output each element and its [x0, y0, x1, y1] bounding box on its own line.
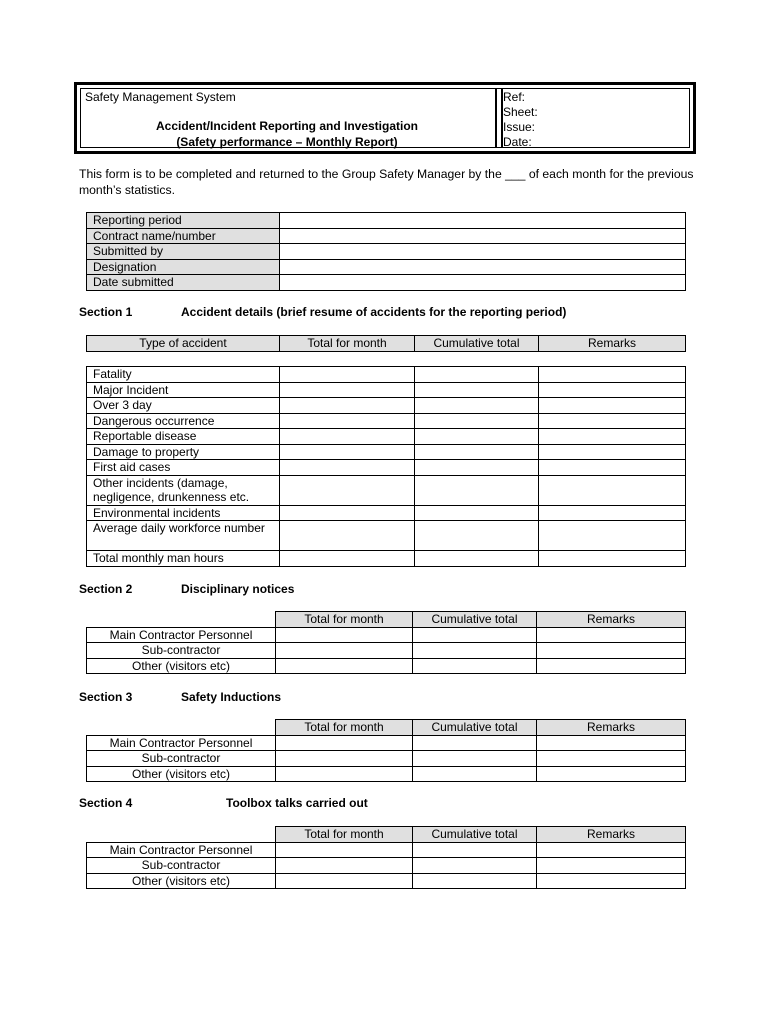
section-3-number: Section 3 — [79, 690, 133, 704]
column-header: Cumulative total — [413, 720, 537, 736]
remarks-cell[interactable] — [537, 873, 686, 889]
table-row — [87, 213, 686, 229]
table-row — [87, 367, 686, 383]
column-header: Type of accident — [87, 336, 280, 352]
cumulative-cell[interactable] — [415, 398, 539, 414]
remarks-cell[interactable] — [539, 551, 686, 567]
row-label: Other (visitors etc) — [87, 873, 276, 889]
remarks-cell[interactable] — [537, 858, 686, 874]
toolbox-table — [86, 826, 686, 889]
accident-type: Dangerous occurrence — [87, 413, 280, 429]
table-row — [87, 398, 686, 414]
cumulative-cell[interactable] — [415, 444, 539, 460]
table-row — [87, 751, 686, 767]
total-cell[interactable] — [280, 367, 415, 383]
row-label: Sub-contractor — [87, 858, 276, 874]
section-2-title: Disciplinary notices — [181, 582, 295, 596]
remarks-cell[interactable] — [537, 735, 686, 751]
section-2-number: Section 2 — [79, 582, 133, 596]
blank-header-cell — [87, 612, 276, 628]
date-label: Date: — [503, 135, 532, 149]
table-row — [87, 858, 686, 874]
table-row — [87, 521, 686, 551]
cumulative-cell[interactable] — [413, 643, 537, 659]
column-header: Total for month — [276, 827, 413, 843]
cumulative-cell[interactable] — [415, 367, 539, 383]
section-1-number: Section 1 — [79, 305, 133, 319]
total-cell[interactable] — [280, 429, 415, 445]
form-subtitle: (Safety performance – Monthly Report) — [176, 135, 398, 149]
accident-type: Major Incident — [87, 382, 280, 398]
section-1-title: Accident details (brief resume of accidents for the reporting period) — [181, 305, 567, 319]
cumulative-cell[interactable] — [415, 505, 539, 521]
remarks-cell[interactable] — [539, 382, 686, 398]
total-cell[interactable] — [276, 751, 413, 767]
remarks-cell[interactable] — [539, 521, 686, 551]
inductions-table — [86, 719, 686, 782]
form-title: Accident/Incident Reporting and Investigation — [155, 119, 419, 133]
row-label: Other (visitors etc) — [87, 658, 276, 674]
cumulative-cell[interactable] — [415, 551, 539, 567]
table-row — [87, 735, 686, 751]
total-cell[interactable] — [276, 658, 413, 674]
total-cell[interactable] — [280, 505, 415, 521]
accident-type: Other incidents (damage, negligence, drunkenness etc. — [87, 475, 280, 505]
row-label: Other (visitors etc) — [87, 766, 276, 782]
detail-value-cell[interactable] — [280, 244, 686, 260]
table-row — [87, 259, 686, 275]
cumulative-cell[interactable] — [415, 429, 539, 445]
column-header: Remarks — [537, 720, 686, 736]
table-row — [87, 275, 686, 291]
column-header: Remarks — [537, 612, 686, 628]
remarks-cell[interactable] — [537, 842, 686, 858]
section-3-title: Safety Inductions — [181, 690, 282, 704]
accident-type: First aid cases — [87, 460, 280, 476]
ref-label: Ref: — [503, 90, 526, 104]
column-header: Total for month — [280, 336, 415, 352]
accident-type: Total monthly man hours — [87, 551, 280, 567]
row-label: Main Contractor Personnel — [87, 842, 276, 858]
table-row — [87, 505, 686, 521]
total-cell[interactable] — [276, 858, 413, 874]
table-row — [87, 627, 686, 643]
cumulative-cell[interactable] — [415, 413, 539, 429]
table-row — [87, 444, 686, 460]
table-row — [87, 228, 686, 244]
table-row — [87, 475, 686, 505]
column-header: Remarks — [539, 336, 686, 352]
accident-type: Average daily workforce number — [87, 521, 280, 551]
detail-value-cell[interactable] — [280, 213, 686, 229]
cumulative-cell[interactable] — [413, 627, 537, 643]
blank-header-cell — [87, 827, 276, 843]
cumulative-cell[interactable] — [415, 382, 539, 398]
remarks-cell[interactable] — [539, 367, 686, 383]
total-cell[interactable] — [276, 643, 413, 659]
table-row — [87, 766, 686, 782]
table-header-row — [87, 720, 686, 736]
total-cell[interactable] — [276, 842, 413, 858]
total-cell[interactable] — [276, 735, 413, 751]
remarks-cell[interactable] — [539, 475, 686, 505]
total-cell[interactable] — [276, 627, 413, 643]
issue-label: Issue: — [503, 120, 536, 134]
column-header: Total for month — [276, 612, 413, 628]
remarks-cell[interactable] — [537, 643, 686, 659]
column-header: Cumulative total — [413, 612, 537, 628]
table-row — [87, 551, 686, 567]
remarks-cell[interactable] — [539, 505, 686, 521]
detail-label: Designation — [87, 259, 280, 275]
cumulative-cell[interactable] — [413, 751, 537, 767]
table-header-row — [87, 612, 686, 628]
remarks-cell[interactable] — [539, 429, 686, 445]
remarks-cell[interactable] — [539, 460, 686, 476]
column-header: Total for month — [276, 720, 413, 736]
row-label: Sub-contractor — [87, 643, 276, 659]
cumulative-cell[interactable] — [413, 873, 537, 889]
detail-label: Submitted by — [87, 244, 280, 260]
row-label: Main Contractor Personnel — [87, 627, 276, 643]
total-cell[interactable] — [280, 382, 415, 398]
section-1-header-table — [86, 335, 686, 352]
table-row — [87, 658, 686, 674]
details-table — [86, 212, 686, 291]
cumulative-cell[interactable] — [415, 475, 539, 505]
remarks-cell[interactable] — [537, 751, 686, 767]
table-row — [87, 244, 686, 260]
accident-type: Damage to property — [87, 444, 280, 460]
row-label: Sub-contractor — [87, 751, 276, 767]
cumulative-cell[interactable] — [413, 858, 537, 874]
total-cell[interactable] — [276, 766, 413, 782]
total-cell[interactable] — [280, 398, 415, 414]
header-box — [74, 82, 696, 154]
detail-label: Date submitted — [87, 275, 280, 291]
accident-type: Over 3 day — [87, 398, 280, 414]
table-row — [87, 413, 686, 429]
remarks-cell[interactable] — [539, 398, 686, 414]
total-cell[interactable] — [276, 873, 413, 889]
accident-type: Fatality — [87, 367, 280, 383]
table-row — [87, 842, 686, 858]
total-cell[interactable] — [280, 413, 415, 429]
total-cell[interactable] — [280, 460, 415, 476]
cumulative-cell[interactable] — [415, 460, 539, 476]
remarks-cell[interactable] — [537, 766, 686, 782]
sheet-label: Sheet: — [503, 105, 538, 119]
table-row — [87, 382, 686, 398]
remarks-cell[interactable] — [539, 444, 686, 460]
table-row — [87, 873, 686, 889]
cumulative-cell[interactable] — [413, 735, 537, 751]
table-row — [87, 460, 686, 476]
cumulative-cell[interactable] — [415, 521, 539, 551]
remarks-cell[interactable] — [539, 413, 686, 429]
accident-type: Reportable disease — [87, 429, 280, 445]
detail-value-cell[interactable] — [280, 228, 686, 244]
table-row — [87, 429, 686, 445]
header-inner — [80, 88, 690, 148]
table-header-row — [87, 827, 686, 843]
intro-text: This form is to be completed and returned to the Group Safety Manager by the ___ of each month for the previous month’s statistics. — [79, 167, 694, 197]
total-cell[interactable] — [280, 551, 415, 567]
row-label: Main Contractor Personnel — [87, 735, 276, 751]
total-cell[interactable] — [280, 475, 415, 505]
detail-label: Reporting period — [87, 213, 280, 229]
detail-value-cell[interactable] — [280, 259, 686, 275]
remarks-cell[interactable] — [537, 627, 686, 643]
blank-header-cell — [87, 720, 276, 736]
column-header: Cumulative total — [415, 336, 539, 352]
cumulative-cell[interactable] — [413, 766, 537, 782]
header-divider — [495, 89, 503, 147]
remarks-cell[interactable] — [537, 658, 686, 674]
total-cell[interactable] — [280, 444, 415, 460]
accident-type: Environmental incidents — [87, 505, 280, 521]
cumulative-cell[interactable] — [413, 842, 537, 858]
total-cell[interactable] — [280, 521, 415, 551]
cumulative-cell[interactable] — [413, 658, 537, 674]
disciplinary-table — [86, 611, 686, 674]
table-header-row — [87, 336, 686, 352]
section-4-number: Section 4 — [79, 796, 133, 810]
accident-table — [86, 366, 686, 567]
detail-label: Contract name/number — [87, 228, 280, 244]
column-header: Remarks — [537, 827, 686, 843]
column-header: Cumulative total — [413, 827, 537, 843]
system-name: Safety Management System — [85, 90, 236, 104]
detail-value-cell[interactable] — [280, 275, 686, 291]
section-4-title: Toolbox talks carried out — [226, 796, 368, 810]
table-row — [87, 643, 686, 659]
